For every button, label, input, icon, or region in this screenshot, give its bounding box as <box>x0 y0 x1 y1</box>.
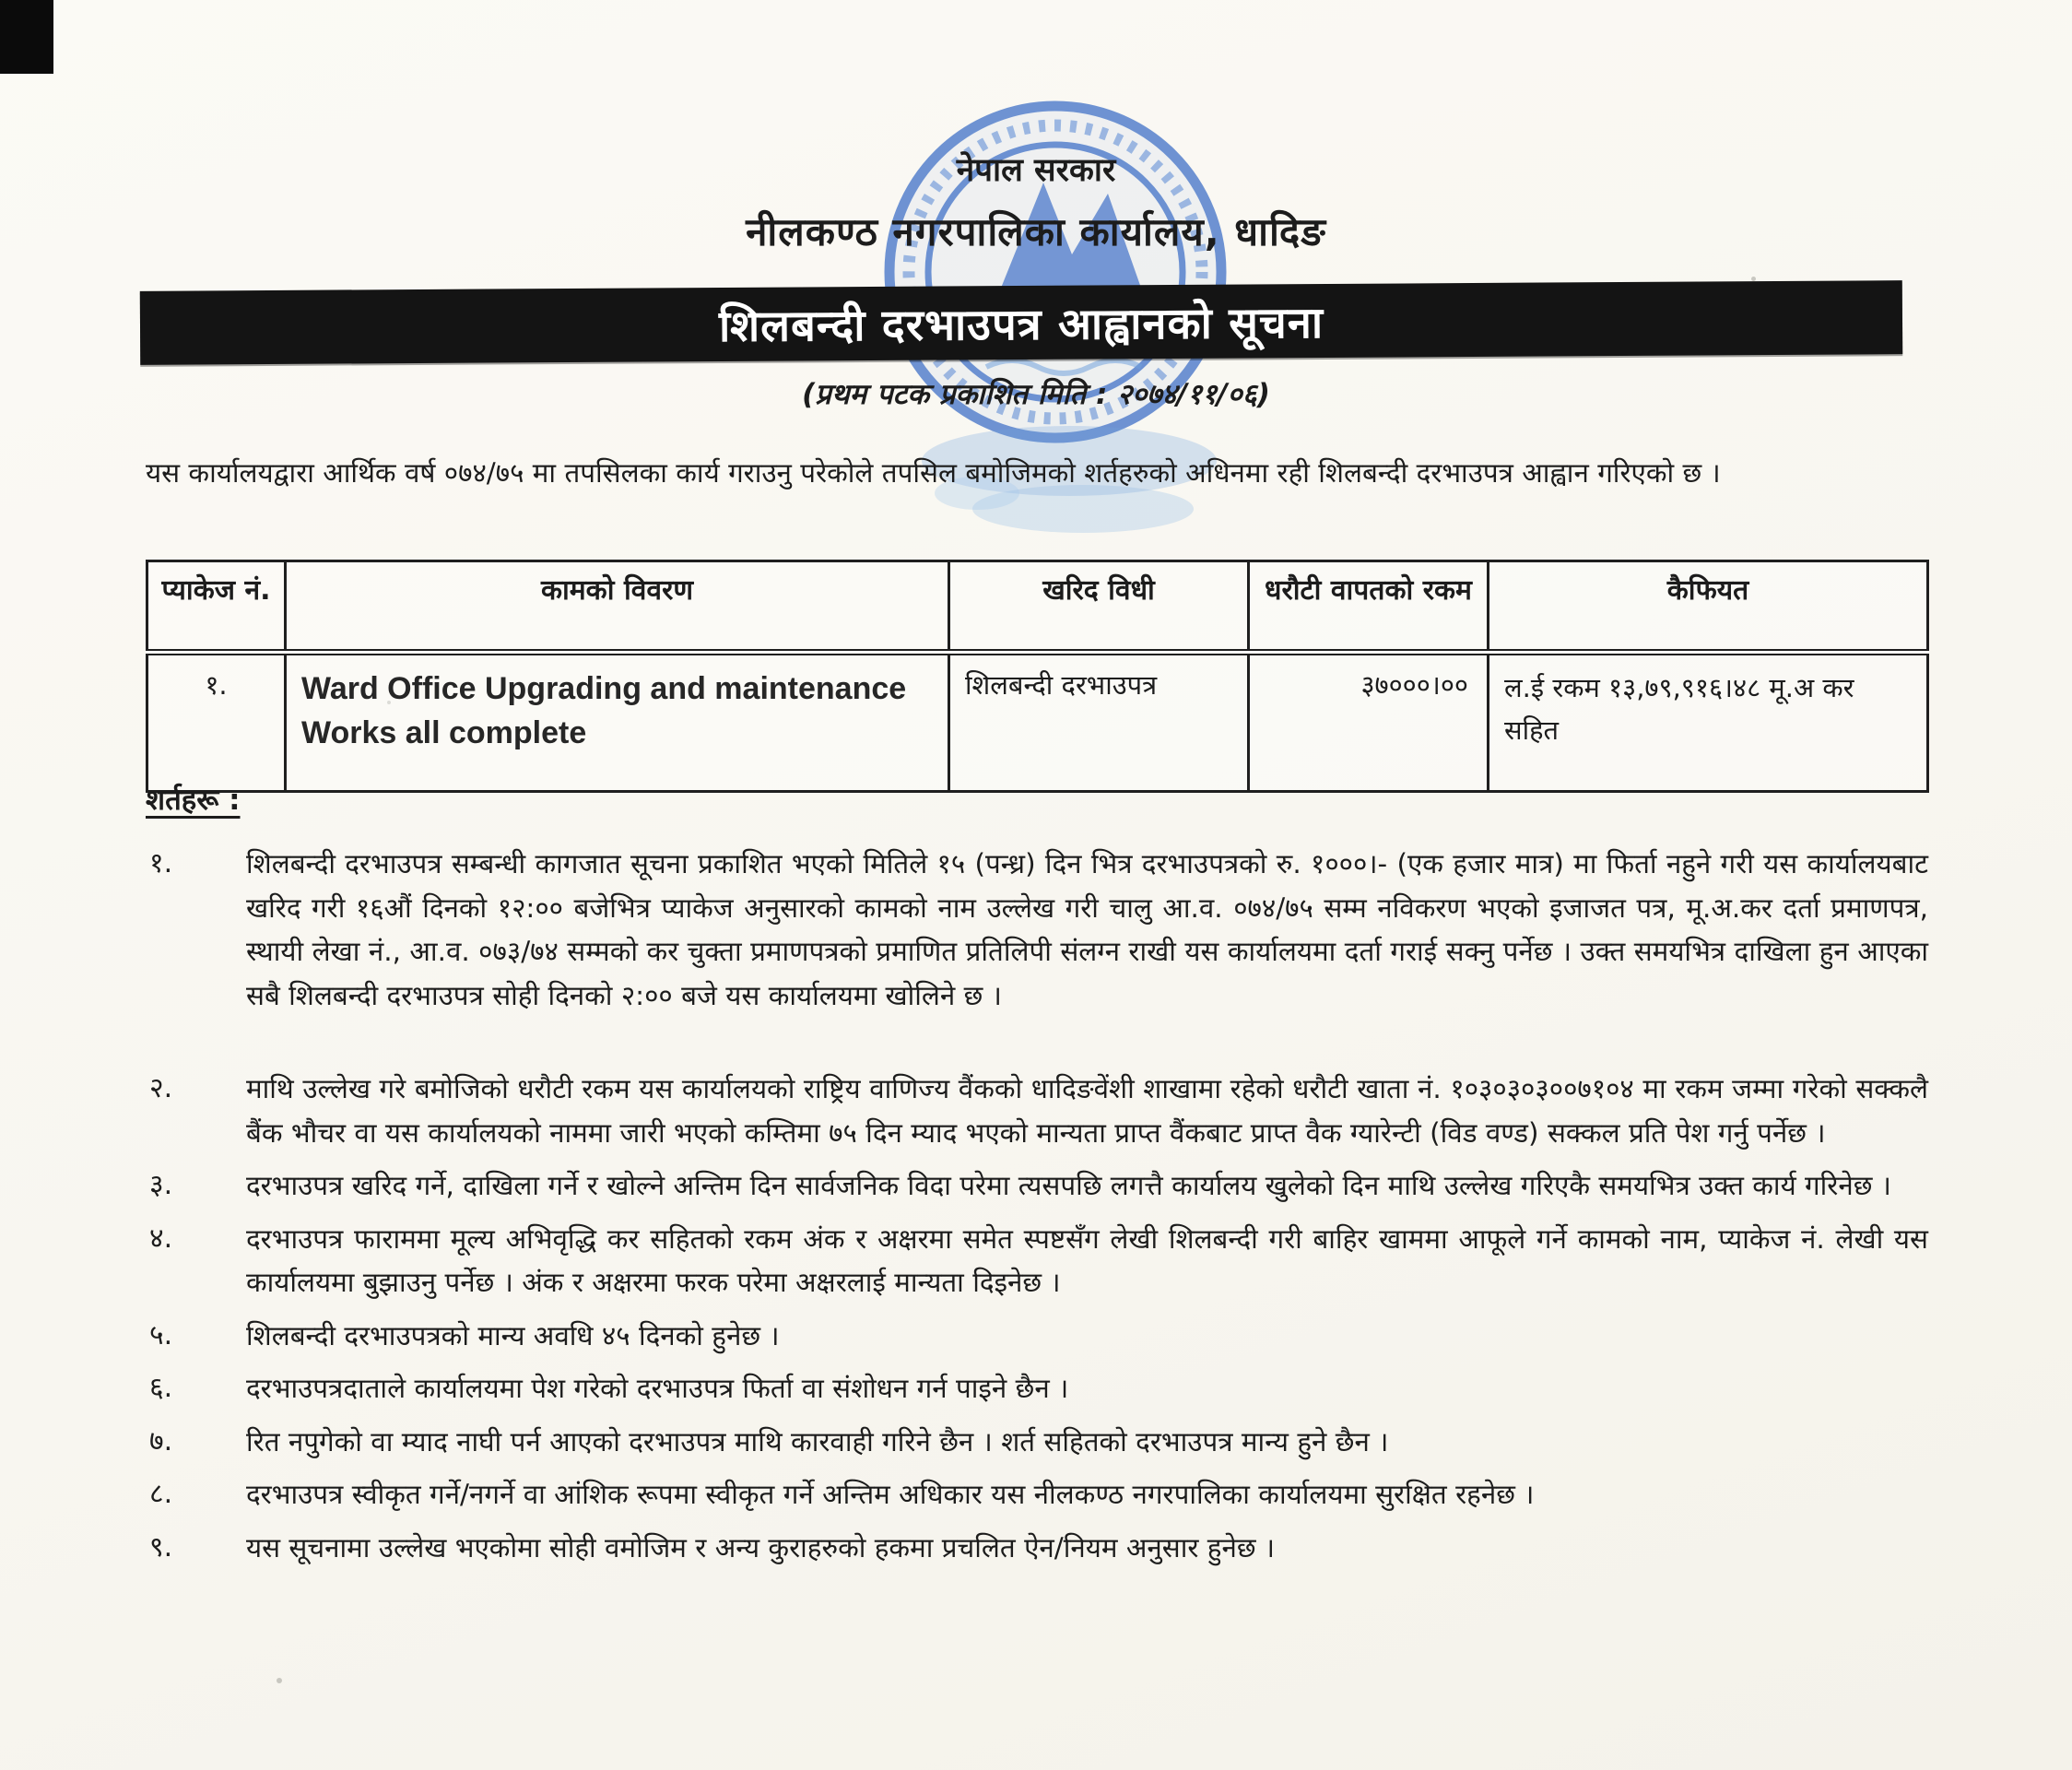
condition-text: दरभाउपत्र खरिद गर्ने, दाखिला गर्ने र खोल्ने अन्तिम दिन सार्वजनिक विदा परेमा त्यसपछि लगत्तै कार्यालय खुलेको दिन माथि उल्लेख गरिएकै समयभित्र उक्त कार्य गरिनेछ । <box>246 1170 1891 1201</box>
government-name: नेपाल सरकार <box>956 152 1116 189</box>
col-header-remarks: कैफियत <box>1489 561 1928 653</box>
condition-number: ७. <box>149 1424 173 1457</box>
scan-corner-artifact <box>0 0 53 74</box>
condition-item-9 <box>146 1527 1928 1571</box>
condition-item-2 <box>146 1068 1928 1155</box>
condition-item-7 <box>146 1421 1928 1465</box>
notice-title: शिलबन्दी दरभाउपत्र आह्वानको सूचना <box>718 297 1324 353</box>
intro-paragraph: यस कार्यालयद्वारा आर्थिक वर्ष ०७४/७५ मा तपसिलका कार्य गराउनु परेकोले तपसिल बमोजिमको शर्तहरुको अधिनमा रही शिलबन्दी दरभाउपत्र आह्वान गरिएको छ । <box>146 457 1721 489</box>
cell-work-description: Ward Office Upgrading and maintenance Works all complete <box>286 653 949 792</box>
condition-number: ६. <box>149 1372 173 1404</box>
condition-item-4 <box>146 1218 1928 1305</box>
condition-item-5 <box>146 1315 1928 1359</box>
col-header-deposit-amount: धरौटी वापतको रकम <box>1249 561 1489 653</box>
table-header-row <box>147 561 1928 653</box>
col-header-package-no: प्याकेज नं. <box>147 561 286 653</box>
condition-number: ९. <box>149 1530 173 1564</box>
condition-text: दरभाउपत्र स्वीकृत गर्ने/नगर्ने वा आंशिक रूपमा स्वीकृत गर्ने अन्तिम अधिकार यस नीलकण्ठ नगरपालिका कार्यालयमा सुरक्षित रहनेछ । <box>246 1479 1535 1510</box>
condition-item-3 <box>146 1164 1928 1209</box>
condition-number: ५. <box>149 1318 173 1351</box>
conditions-section <box>146 780 1928 1579</box>
cell-package-no: १. <box>147 653 286 792</box>
conditions-heading: शर्तहरू : <box>146 784 241 817</box>
condition-text: दरभाउपत्र फाराममा मूल्य अभिवृद्धि कर सहितको रकम अंक र अक्षरमा समेत स्पष्टसँग लेखी शिलबन्दी गरी बाहिर खाममा आफूले गर्ने कामको नाम, प्याकेज नं. लेखी यस कार्यालयमा बुझाउनु पर्नेछ । अंक र अक्षरमा फरक परेमा अक्षरलाई मान्यता दिइनेछ । <box>246 1222 1928 1298</box>
condition-item-6 <box>146 1367 1928 1411</box>
condition-number: ४. <box>149 1221 173 1255</box>
condition-number: १. <box>149 847 173 879</box>
condition-text: माथि उल्लेख गरे बमोजिको धरौटी रकम यस कार्यालयको राष्ट्रिय वाणिज्य वैंकको धादिङवेंशी शाखामा रहेको धरौटी खाता नं. १०३०३०३००७१०४ मा रकम जम्मा गरेको सक्कलै बैंक भौचर वा यस कार्यालयको नाममा जारी भएको कम्तिमा ७५ दिन म्याद भएको मान्यता प्राप्त वैंकबाट प्राप्त वैक ग्यारेन्टी (विड वण्ड) सक्कल प्रति पेश गर्नु पर्नेछ । <box>246 1073 1928 1149</box>
cell-procurement-method: शिलबन्दी दरभाउपत्र <box>949 653 1249 792</box>
condition-text: दरभाउपत्रदाताले कार्यालयमा पेश गरेको दरभाउपत्र फिर्ता वा संशोधन गर्न पाइने छैन । <box>246 1373 1069 1404</box>
condition-number: २. <box>149 1072 173 1104</box>
condition-text: शिलबन्दी दरभाउपत्र सम्बन्धी कागजात सूचना प्रकाशित भएको मितिले १५ (पन्ध्र) दिन भित्र दरभाउपत्रको रु. १०००।- (एक हजार मात्र) मा फिर्ता नहुने गरी यस कार्यालयबाट खरिद गरी १६औं दिनको १२:०० बजेभित्र प्याकेज अनुसारको कामको नाम उल्लेख गरी चालु आ.व. ०७४/७५ सम्म नविकरण भएको इजाजत पत्र, मू.अ.कर दर्ता प्रमाणपत्र, स्थायी लेखा नं., आ.व. ०७३/७४ सम्मको कर चुक्ता प्रमाणपत्रको प्रमाणित प्रतिलिपी संलग्न राखी यस कार्यालयमा दर्ता गराई सक्नु पर्नेछ । उक्त समयभित्र दाखिला हुन आएका सबै शिलबन्दी दरभाउपत्र सोही दिनको २:०० बजे यस कार्यालयमा खोलिने छ । <box>246 848 1928 1011</box>
condition-text: यस सूचनामा उल्लेख भएकोमा सोही वमोजिम र अन्य कुराहरुको हकमा प्रचलित ऐन/नियम अनुसार हुनेछ । <box>246 1531 1276 1564</box>
cell-remarks: ल.ई रकम १३,७९,९१६।४८ मू.अ कर सहित <box>1489 653 1928 792</box>
work-details-table <box>146 560 1929 793</box>
col-header-work-description: कामको विवरण <box>286 561 949 653</box>
condition-text: शिलबन्दी दरभाउपत्रको मान्य अवधि ४५ दिनको हुनेछ । <box>246 1319 780 1351</box>
notice-title-banner <box>140 280 1902 365</box>
condition-number: ३. <box>149 1169 173 1201</box>
publish-date-line: (प्रथम पटक प्रकाशित मिति : २०७४/११/०६) <box>802 378 1270 411</box>
condition-number: ८. <box>149 1478 173 1510</box>
condition-item-8 <box>146 1473 1928 1517</box>
office-name: नीलकण्ठ नगरपालिका कार्यालय, धादिङ <box>746 209 1326 254</box>
condition-text: रित नपुगेको वा म्याद नाघी पर्न आएको दरभाउपत्र माथि कारवाही गरिने छैन । शर्त सहितको दरभाउपत्र मान्य हुने छैन । <box>246 1425 1389 1457</box>
col-header-procurement-method: खरिद विधी <box>949 561 1249 653</box>
cell-deposit-amount: ३७०००।०० <box>1249 653 1489 792</box>
condition-item-1 <box>146 843 1928 1018</box>
table-row <box>147 653 1928 792</box>
